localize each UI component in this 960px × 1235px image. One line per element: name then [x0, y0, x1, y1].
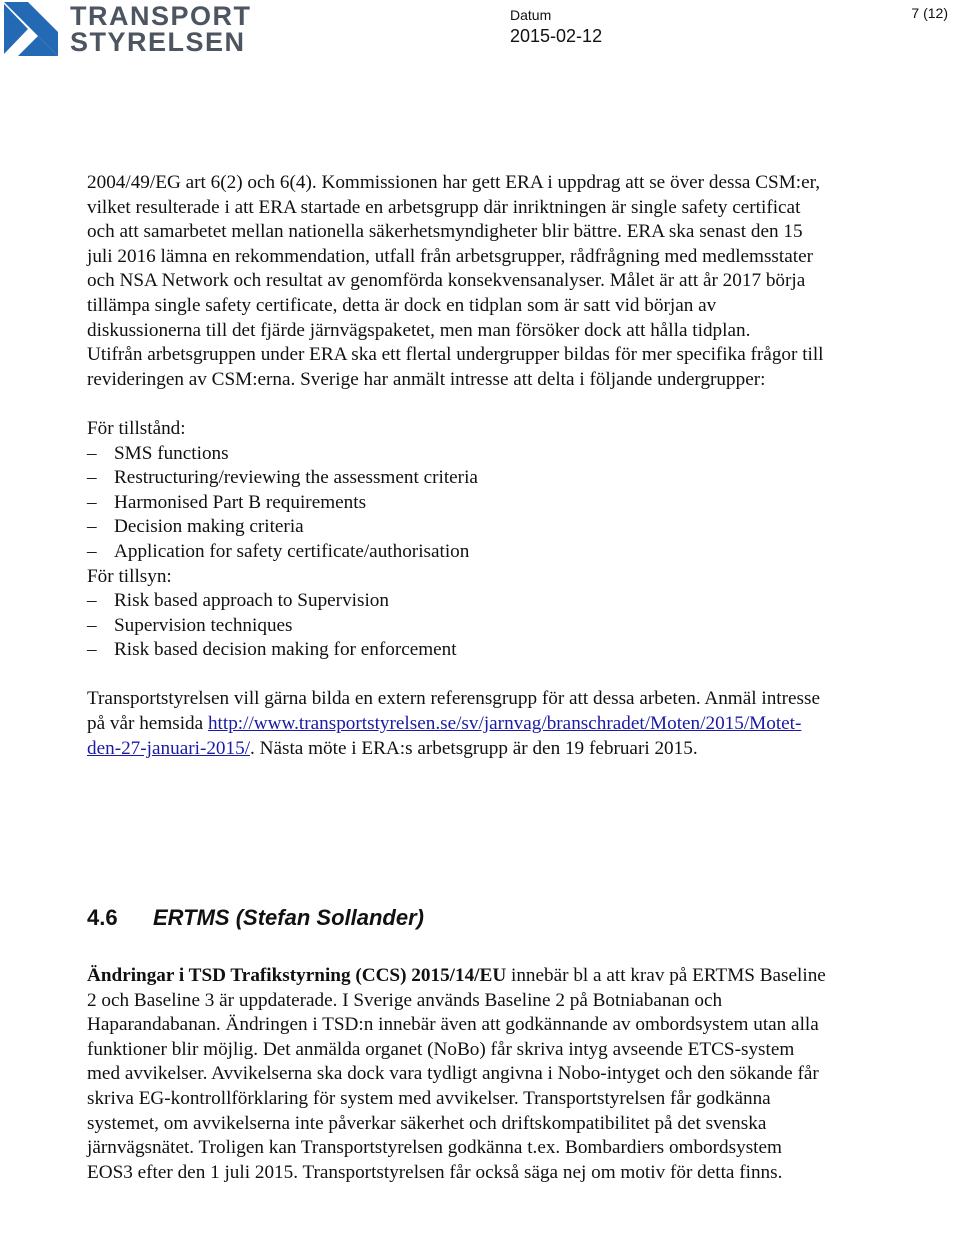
dash-marker: – [87, 467, 97, 489]
intro-paragraph: 2004/49/EG art 6(2) och 6(4). Kommissionen har gett ERA i uppdrag att se över dessa CSM:er, vilket resulterade i att ERA startade en arbetsgrupp där inriktningen är single safety certificat och att samarbetet mellan nationella säkerhetsmyndigheter blir bättre. ERA ska senast den 15 juli 2016 lämna en rekommendation, utfall från arbetsgrupper, rådfrågning med medlemsstater och NSA Network och resultat av genomförda konsekvensanalyser. Målet är att år 2017 börja tillämpa single safety certificate, detta är dock en tidplan som är satt vid början av diskussionerna till det fjärde järnvägspaketet, men man försöker dock att hålla tidplan. [87, 172, 821, 341]
logo-mark-icon [4, 2, 58, 56]
list-item: – Harmonised Part B requirements [87, 491, 827, 516]
section-title: ERTMS (Stefan Sollander) [153, 905, 424, 930]
list-item: – Decision making criteria [87, 515, 827, 540]
date-label: Datum [510, 7, 552, 23]
intro-paragraph-2: Utifrån arbetsgruppen under ERA ska ett flertal undergrupper bildas för mer specifika frågor till revideringen av CSM:erna. Sverige har anmält intresse att delta i följande undergrupper: [87, 344, 824, 390]
hemsida-link[interactable]: http://www.transportstyrelsen.se/sv/jarnvag/branschradet/Moten/2015/Motet-den-27-januari-2015/ [87, 713, 802, 759]
dash-marker: – [87, 590, 97, 612]
section-number: 4.6 [87, 905, 118, 930]
reference-group-paragraph: Transportstyrelsen vill gärna bilda en extern referensgrupp för att dessa arbeten. Anmäl intresse på vår hemsida http://www.transportstyrelsen.se/sv/jarnvag/branschradet/Moten/2015/Motet-den-27-januari-2015/. Nästa möte i ERA:s arbetsgrupp är den 19 februari 2015. [87, 688, 820, 759]
list-item: – Risk based decision making for enforcement [87, 638, 827, 663]
logo-text-line2: STYRELSEN [70, 27, 246, 57]
list-item: – Risk based approach to Supervision [87, 589, 827, 614]
ertms-bold-lead: Ändringar i TSD Trafikstyrning (CCS) 2015/14/EU [87, 965, 507, 986]
body-text [87, 171, 827, 761]
list-item: – Restructuring/reviewing the assessment criteria [87, 466, 827, 491]
logo-text-line1: TRANSPORT [70, 1, 252, 31]
date-value: 2015-02-12 [510, 26, 603, 46]
supervision-heading: För tillsyn: [87, 565, 172, 587]
dash-marker: – [87, 614, 97, 636]
dash-marker: – [87, 442, 97, 464]
dash-marker: – [87, 639, 97, 661]
dash-marker: – [87, 540, 97, 562]
transportstyrelsen-logo [4, 1, 252, 58]
list-item: – Supervision techniques [87, 614, 827, 639]
page-number: 7 (12) [911, 5, 948, 21]
ertms-body [87, 964, 827, 1185]
ertms-paragraph: Ändringar i TSD Trafikstyrning (CCS) 2015/14/EU innebär bl a att krav på ERTMS Baseline 2 och Baseline 3 är uppdaterade. I Sverige används Baseline 2 på Botniabanan och Haparandabanan. Ändringen i TSD:n innebär även att godkännande av ombordsystem utan alla funktioner blir möjlig. Det anmälda organet (NoBo) får skriva intyg avseende ETCS-system med avvikelser. Avvikelserna ska dock vara tydligt angivna i Nobo-intyget och den sökande får skriva EG-kontrollförklaring för system med avvikelser. Transportstyrelsen får godkänna systemet, om avvikelserna inte påverkar säkerhet och driftskompatibilitet på det svenska järnvägsnätet. Troligen kan Transportstyrelsen godkänna t.ex. Bombardiers ombordsystem EOS3 efter den 1 juli 2015. Transportstyrelsen får också säga nej om motiv för detta finns. [87, 965, 826, 1183]
section-heading [87, 905, 424, 931]
permits-heading: För tillstånd: [87, 417, 186, 439]
list-item: – Application for safety certificate/authorisation [87, 540, 827, 565]
list-item: – SMS functions [87, 442, 827, 467]
dash-marker: – [87, 516, 97, 538]
dash-marker: – [87, 491, 97, 513]
